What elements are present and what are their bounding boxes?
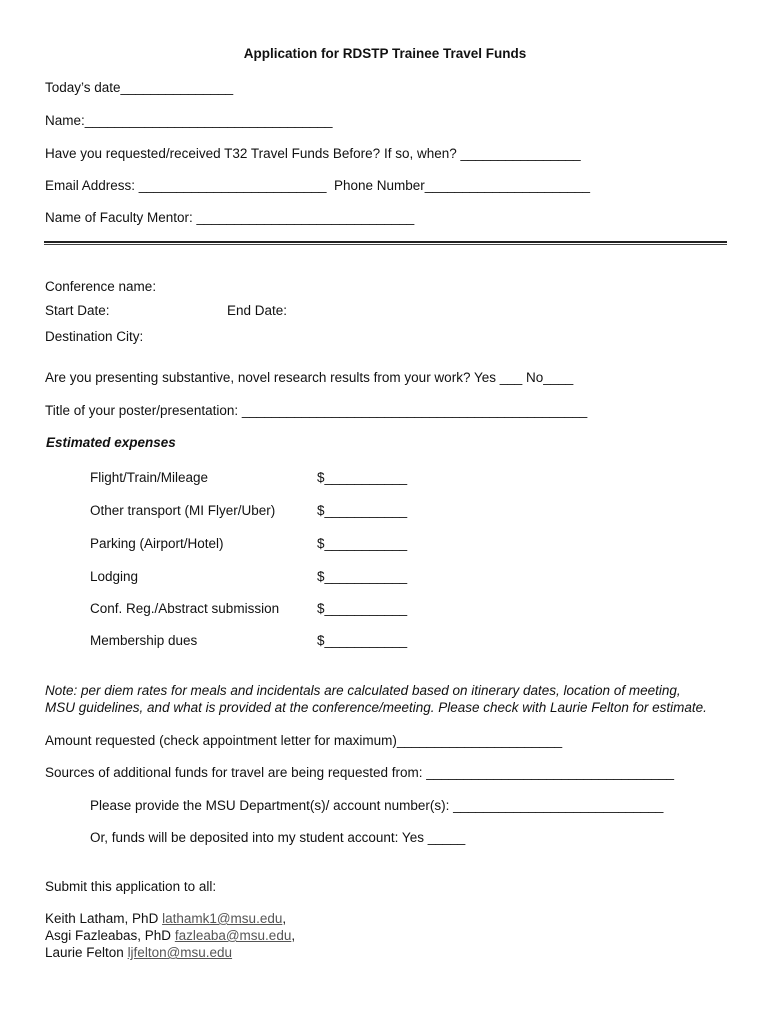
expense-amount-field[interactable]: $___________: [317, 503, 408, 518]
contact-email-link[interactable]: ljfelton@msu.edu: [127, 945, 233, 960]
section-divider: [44, 241, 727, 243]
expense-label: Other transport (MI Flyer/Uber): [90, 503, 276, 518]
expense-label: Conf. Reg./Abstract submission: [90, 601, 280, 616]
expense-amount-field[interactable]: $___________: [317, 569, 408, 584]
expenses-heading: Estimated expenses: [46, 435, 176, 450]
poster-title-field[interactable]: Title of your poster/presentation: ______________________________________________: [45, 403, 588, 418]
email-field[interactable]: Email Address: _________________________: [45, 178, 327, 193]
student-account-field[interactable]: Or, funds will be deposited into my student account: Yes _____: [90, 830, 466, 845]
conference-name-label: Conference name:: [45, 279, 157, 294]
expense-amount-field[interactable]: $___________: [317, 536, 408, 551]
amount-requested-field[interactable]: Amount requested (check appointment letter for maximum)______________________: [45, 733, 563, 748]
expense-amount-field[interactable]: $___________: [317, 470, 408, 485]
faculty-mentor-field[interactable]: Name of Faculty Mentor: _____________________________: [45, 210, 415, 225]
per-diem-note-line1: Note: per diem rates for meals and incidentals are calculated based on itinerary dates, location of meeting,: [45, 683, 681, 698]
presenting-question[interactable]: Are you presenting substantive, novel research results from your work? Yes ___ No____: [45, 370, 574, 385]
submit-instructions: Submit this application to all:: [45, 879, 217, 894]
contact-name: Asgi Fazleabas, PhD: [45, 928, 175, 943]
contact-email-link[interactable]: lathamk1@msu.edu: [162, 911, 283, 926]
requested-before-field[interactable]: Have you requested/received T32 Travel Funds Before? If so, when? ________________: [45, 146, 581, 161]
contact-name: Laurie Felton: [45, 945, 128, 960]
contact-line: [45, 945, 232, 960]
per-diem-note-line2: MSU guidelines, and what is provided at the conference/meeting. Please check with Laurie Felton for estimate.: [45, 700, 707, 715]
expense-amount-field[interactable]: $___________: [317, 633, 408, 648]
todays-date-field[interactable]: Today’s date_______________: [45, 80, 234, 95]
section-divider-inner: [44, 244, 727, 245]
expense-label: Flight/Train/Mileage: [90, 470, 209, 485]
contact-line: [45, 928, 295, 943]
msu-account-field[interactable]: Please provide the MSU Department(s)/ account number(s): ____________________________: [90, 798, 664, 813]
end-date-label: End Date:: [227, 303, 288, 318]
form-title: Application for RDSTP Trainee Travel Funds: [243, 46, 527, 61]
expense-label: Lodging: [90, 569, 139, 584]
expense-amount-field[interactable]: $___________: [317, 601, 408, 616]
expense-label: Parking (Airport/Hotel): [90, 536, 224, 551]
contact-separator: ,: [291, 928, 296, 943]
additional-funds-field[interactable]: Sources of additional funds for travel are being requested from: _________________________________: [45, 765, 674, 780]
contact-name: Keith Latham, PhD: [45, 911, 163, 926]
destination-city-label: Destination City:: [45, 329, 144, 344]
contact-email-link[interactable]: fazleaba@msu.edu: [174, 928, 292, 943]
contact-line: [45, 911, 286, 926]
contact-separator: ,: [282, 911, 287, 926]
start-date-label: Start Date:: [45, 303, 110, 318]
name-field[interactable]: Name:_________________________________: [45, 113, 333, 128]
expense-label: Membership dues: [90, 633, 198, 648]
phone-field[interactable]: Phone Number______________________: [334, 178, 590, 193]
